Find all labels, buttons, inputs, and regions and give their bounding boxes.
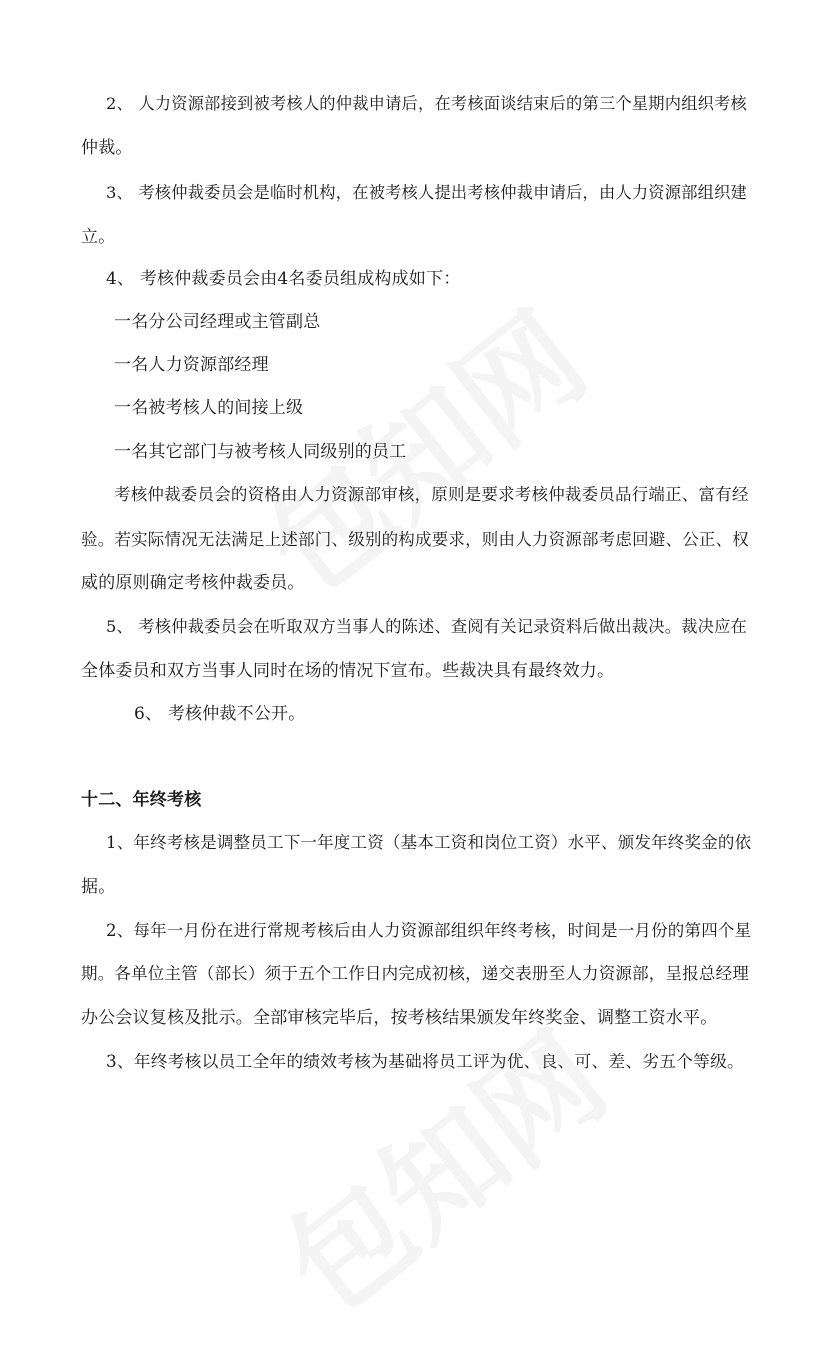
paragraph-line: 全体委员和双方当事人同时在场的情况下宣布。些裁决具有最终效力。: [81, 661, 615, 681]
section-heading: 十二、年终考核: [81, 790, 202, 810]
paragraph-line: 1、年终考核是调整员工下一年度工资（基本工资和岗位工资）水平、颁发年终奖金的依: [106, 833, 752, 852]
paragraph-line: 2、每年一月份在进行常规考核后由人力资源部组织年终考核，时间是一月份的第四个星: [106, 921, 752, 940]
paragraph-line: 仲裁。: [81, 138, 133, 158]
paragraph-line: 3、 考核仲裁委员会是临时机构，在被考核人提出考核仲裁申请后，由人力资源部组织建: [106, 183, 747, 202]
paragraph-line: 据。: [81, 877, 116, 897]
paragraph-line: 立。: [81, 227, 116, 247]
paragraph-line: 5、 考核仲裁委员会在听取双方当事人的陈述、查阅有关记录资料后做出裁决。裁决应在: [106, 617, 747, 636]
paragraph-line: 6、 考核仲裁不公开。: [134, 704, 306, 724]
list-item: 一名分公司经理或主管副总: [114, 312, 321, 332]
paragraph-line: 验。若实际情况无法满足上述部门、级别的构成要求，则由人力资源部考虑回避、公正、权: [81, 530, 749, 549]
paragraph-line: 4、 考核仲裁委员会由4名委员组成构成如下：: [106, 269, 461, 289]
watermark: [245, 987, 635, 1344]
list-item: 一名其它部门与被考核人同级别的员工: [114, 442, 407, 462]
list-item: 一名人力资源部经理: [114, 355, 269, 375]
paragraph-line: 考核仲裁委员会的资格由人力资源部审核，原则是要求考核仲裁委员品行端正、富有经: [114, 485, 749, 504]
list-item: 一名被考核人的间接上级: [114, 398, 304, 418]
paragraph-line: 期。各单位主管（部长）须于五个工作日内完成初核，递交表册至人力资源部，呈报总经理: [81, 964, 749, 983]
paragraph-line: 办公会议复核及批示。全部审核完毕后，按考核结果颁发年终奖金、调整工资水平。: [81, 1008, 718, 1028]
paragraph-line: 3、年终考核以员工全年的绩效考核为基础将员工评为优、良、可、差、劣五个等级。: [106, 1051, 745, 1071]
paragraph-line: 2、 人力资源部接到被考核人的仲裁申请后，在考核面谈结束后的第三个星期内组织考核: [106, 94, 747, 113]
paragraph-line: 威的原则确定考核仲裁委员。: [81, 573, 305, 593]
